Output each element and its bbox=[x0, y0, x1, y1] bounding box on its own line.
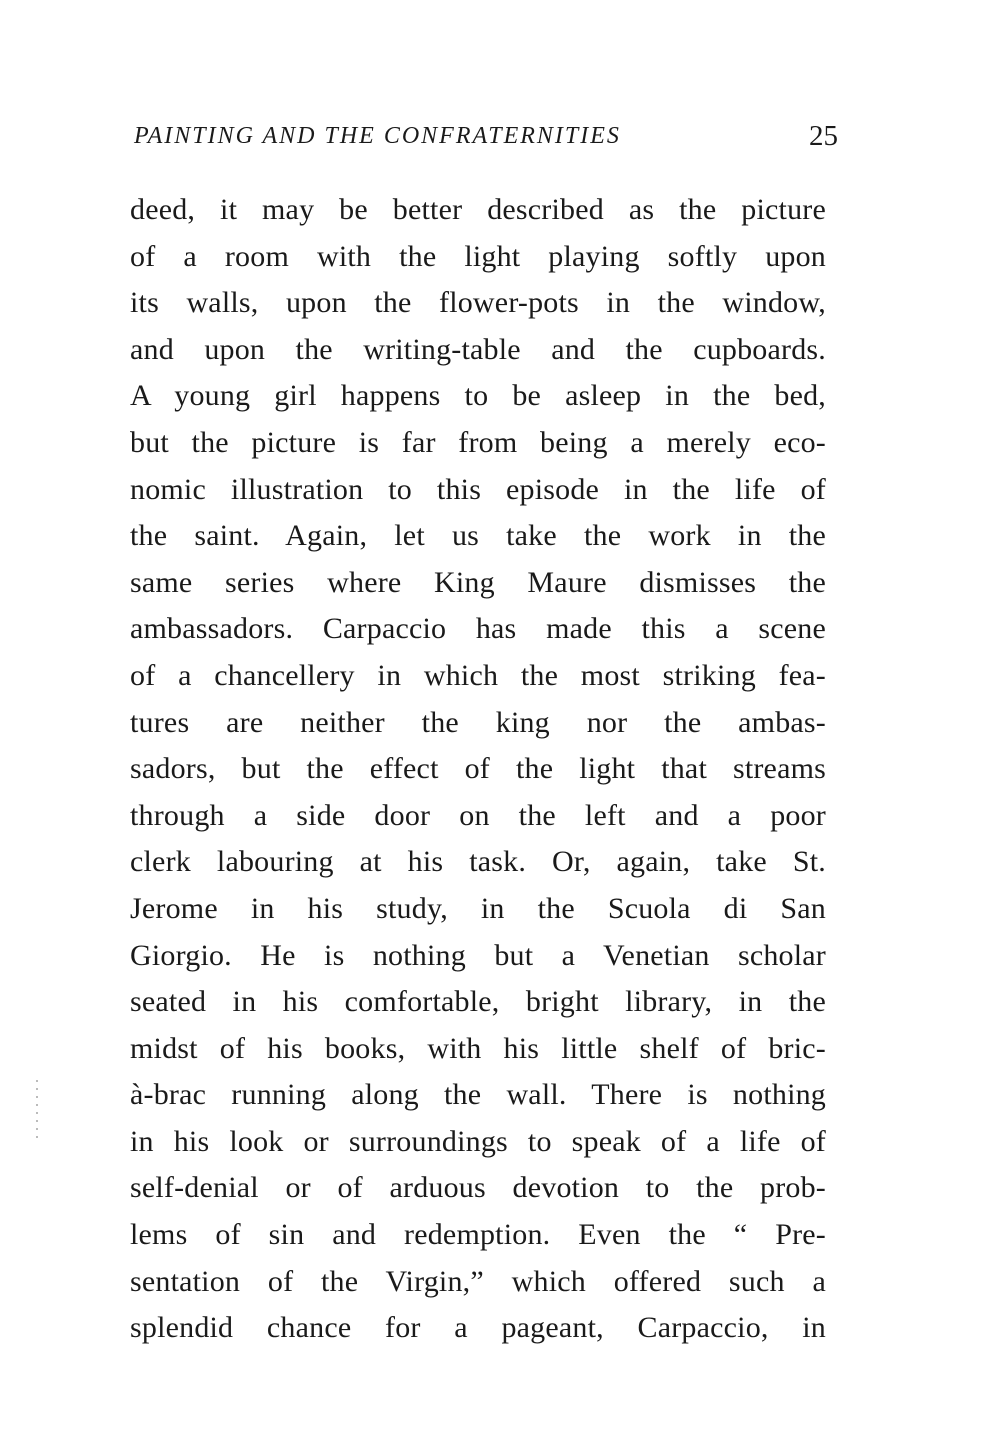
text-line: nomic illustration to this episode in the life of bbox=[130, 472, 826, 506]
text-line: and upon the writing-table and the cupboards. bbox=[130, 332, 826, 366]
text-line: Jerome in his study, in the Scuola di San bbox=[130, 891, 826, 925]
text-line: sadors, but the effect of the light that streams bbox=[130, 752, 826, 786]
text-line: seated in his comfortable, bright library, in the bbox=[130, 985, 826, 1019]
running-title: PAINTING AND THE CONFRATERNITIES bbox=[134, 123, 621, 149]
text-line: through a side door on the left and a poor bbox=[130, 798, 826, 832]
text-line: of a room with the light playing softly upon bbox=[130, 239, 826, 273]
text-line: sentation of the Virgin,” which offered such a bbox=[130, 1264, 826, 1298]
text-line: its walls, upon the flower-pots in the window, bbox=[130, 286, 826, 320]
text-line: à-brac running along the wall. There is nothing bbox=[130, 1078, 826, 1112]
running-head bbox=[128, 116, 840, 156]
text-line: splendid chance for a pageant, Carpaccio, in bbox=[130, 1311, 826, 1345]
text-line: lems of sin and redemption. Even the “ Pre- bbox=[130, 1218, 826, 1252]
text-line: deed, it may be better described as the picture bbox=[130, 193, 826, 226]
page-number: 25 bbox=[809, 120, 838, 152]
text-line: A young girl happens to be asleep in the bed, bbox=[130, 379, 826, 413]
text-line: the saint. Again, let us take the work in the bbox=[130, 519, 826, 553]
text-line: midst of his books, with his little shelf of bric- bbox=[130, 1031, 826, 1065]
body-text bbox=[130, 187, 826, 1352]
text-line: ambassadors. Carpaccio has made this a scene bbox=[130, 612, 826, 646]
text-line: in his look or surroundings to speak of a life of bbox=[130, 1124, 826, 1158]
text-line: tures are neither the king nor the ambas- bbox=[130, 705, 826, 739]
text-line: self-denial or of arduous devotion to the prob- bbox=[130, 1171, 826, 1205]
text-line: Giorgio. He is nothing but a Venetian scholar bbox=[130, 938, 826, 972]
margin-speck bbox=[36, 1080, 38, 1140]
text-line: clerk labouring at his task. Or, again, take St. bbox=[130, 845, 826, 879]
text-line: of a chancellery in which the most striking fea- bbox=[130, 658, 826, 692]
text-line: same series where King Maure dismisses the bbox=[130, 565, 826, 599]
text-line: but the picture is far from being a merely eco- bbox=[130, 425, 826, 459]
